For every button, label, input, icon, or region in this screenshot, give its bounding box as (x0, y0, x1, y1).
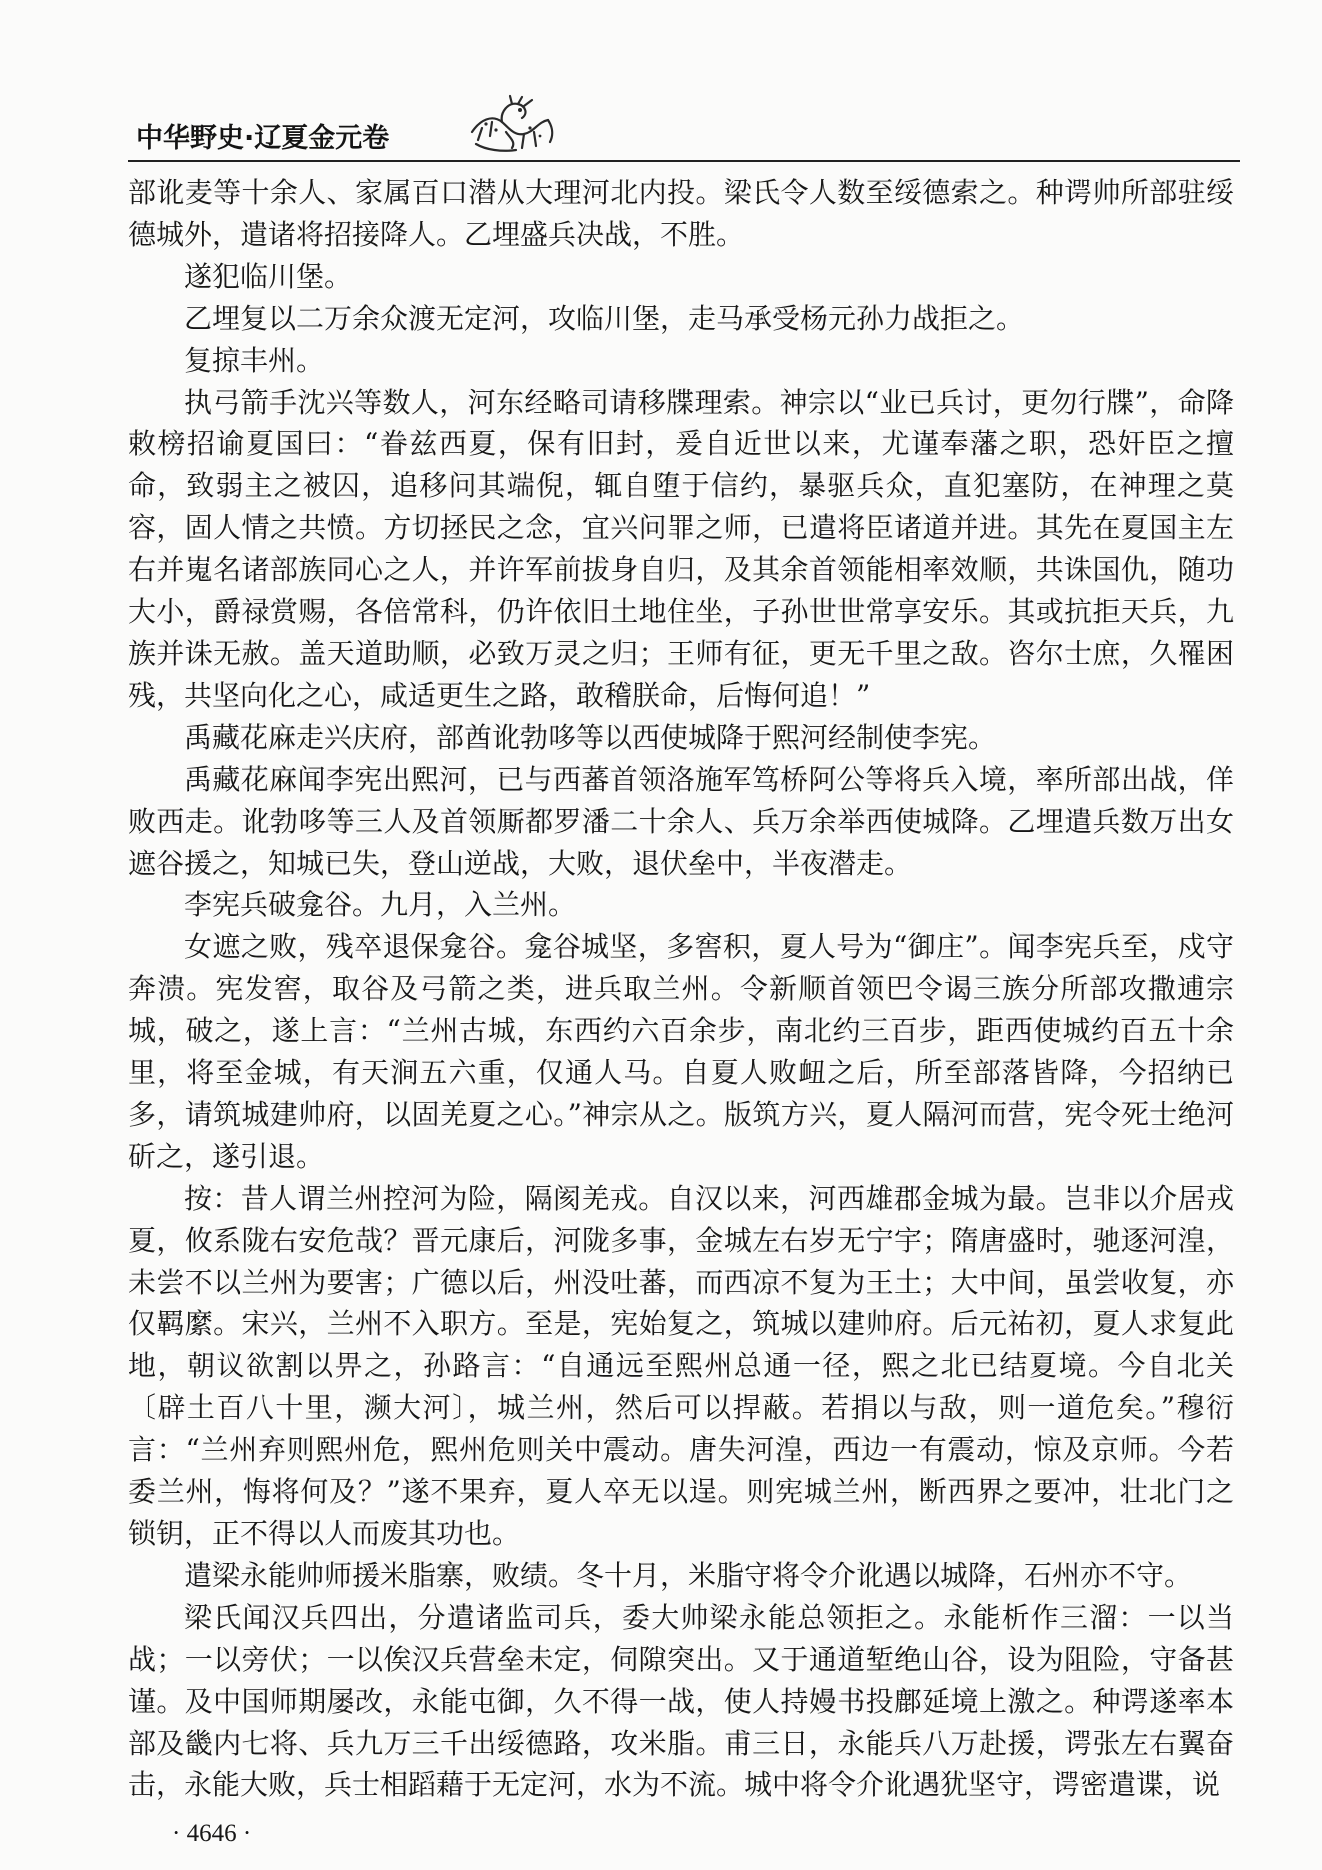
paragraph: 女遮之败，残卒退保龛谷。龛谷城坚，多窖积，夏人号为“御庄”。闻李宪兵至，戍守奔溃。宪发窖，取谷及弓箭之类，进兵取兰州。令新顺首领巴令谒三族分所部攻撒逋宗城，破之，遂上言：“兰州古城，东西约六百余步，南北约三百步，距西使城约百五十余里，将至金城，有天涧五六重，仅通人马。自夏人败衄之后，所至部落皆降，今招纳已多，请筑城建帅府，以固羌夏之心。”神宗从之。版筑方兴，夏人隔河而营，宪令死士绝河斫之，遂引退。 (128, 930, 1234, 1173)
header-divider (128, 160, 1240, 162)
paragraph: 按：昔人谓兰州控河为险，隔阂羌戎。自汉以来，河西雄郡金城为最。岂非以介居戎夏，攸系陇右安危哉？晋元康后，河陇多事，金城左右岁无宁宇；隋唐盛时，驰逐河湟，未尝不以兰州为要害；广德以后，州没吐蕃，而西凉不复为王土；大中间，虽尝收复，亦仅羁縻。宋兴，兰州不入职方。至是，宪始复之，筑城以建帅府。后元祐初，夏人求复此地，朝议欲割以畀之，孙路言：“自通远至熙州总通一径，熙之北已结夏境。今自北关〔辟土百八十里，濒大河〕，城兰州，然后可以捍蔽。若捐以与敌，则一道危矣。”穆衍言：“兰州弃则熙州危，熙州危则关中震动。唐失河湟，西边一有震动，惊及京师。今若委兰州，悔将何及？”遂不果弃，夏人卒无以逞。则宪城兰州，断西界之要冲，壮北门之锁钥，正不得以人而废其功也。 (128, 1181, 1234, 1550)
paragraph: 禹藏花麻走兴庆府，部酋讹勃哆等以西使城降于熙河经制使李宪。 (184, 720, 997, 754)
running-header-title: 中华野史·辽夏金元卷 (136, 123, 390, 154)
paragraph: 乙埋复以二万余众渡无定河，攻临川堡，走马承受杨元孙力战拒之。 (184, 301, 1025, 335)
body-text (128, 172, 1234, 1806)
paragraph: 禹藏花麻闻李宪出熙河，已与西蕃首领洛施军笃桥阿公等将兵入境，率所部出战，佯败西走。讹勃哆等三人及首领厮都罗潘二十余人、兵万余举西使城降。乙埋遣兵数万出女遮谷援之，知城已失，登山逆战，大败，退伏垒中，半夜潜走。 (128, 762, 1234, 880)
paragraph: 遂犯临川堡。 (184, 259, 353, 293)
paragraph: 执弓箭手沈兴等数人，河东经略司请移牒理索。神宗以“业已兵讨，更勿行牒”，命降敕榜招谕夏国曰：“眷兹西夏，保有旧封，爰自近世以来，尤谨奉藩之职，恐奸臣之擅命，致弱主之被囚，追移问其端倪，辄自堕于信约，暴驱兵众，直犯塞防，在神理之莫容，固人情之共愤。方切拯民之念，宜兴问罪之师，已遣将臣诸道并进。其先在夏国主左右并嵬名诸部族同心之人，并许军前拔身自归，及其余首领能相率效顺，共诛国仇，随功大小，爵禄赏赐，各倍常科，仍许依旧土地住坐，子孙世世常享安乐。其或抗拒天兵，九族并诛无赦。盖天道助顺，必致万灵之归；王师有征，更无千里之敌。咨尔士庶，久罹困残，共坚向化之心，咸适更生之路，敢稽朕命，后悔何追！” (128, 385, 1234, 712)
paragraph: 复掠丰州。 (184, 343, 325, 377)
paragraph: 李宪兵破龛谷。九月，入兰州。 (184, 888, 577, 922)
dragon-icon (462, 92, 560, 156)
page-number: · 4646 · (172, 1820, 252, 1847)
paragraph: 遣梁永能帅师援米脂寨，败绩。冬十月，米脂守将令介讹遇以城降，石州亦不守。 (184, 1558, 1193, 1592)
paragraph: 梁氏闻汉兵四出，分遣诸监司兵，委大帅梁永能总领拒之。永能析作三溜：一以当战；一以旁伏；一以俟汉兵营垒未定，伺隙突出。又于通道堑绝山谷，设为阻险，守备甚谨。及中国师期屡改，永能屯御，久不得一战，使人持嫚书投鄜延境上激之。种谔遂率本部及畿内七将、兵九万三千出绥德路，攻米脂。甫三日，永能兵八万赴援，谔张左右翼奋击，永能大败，兵士相蹈藉于无定河，水为不流。城中将令介讹遇犹坚守，谔密遣谍，说 (128, 1600, 1234, 1802)
paragraph: 部讹麦等十余人、家属百口潜从大理河北内投。梁氏令人数至绥德索之。种谔帅所部驻绥德城外，遣诸将招接降人。乙埋盛兵决战，不胜。 (128, 176, 1234, 251)
